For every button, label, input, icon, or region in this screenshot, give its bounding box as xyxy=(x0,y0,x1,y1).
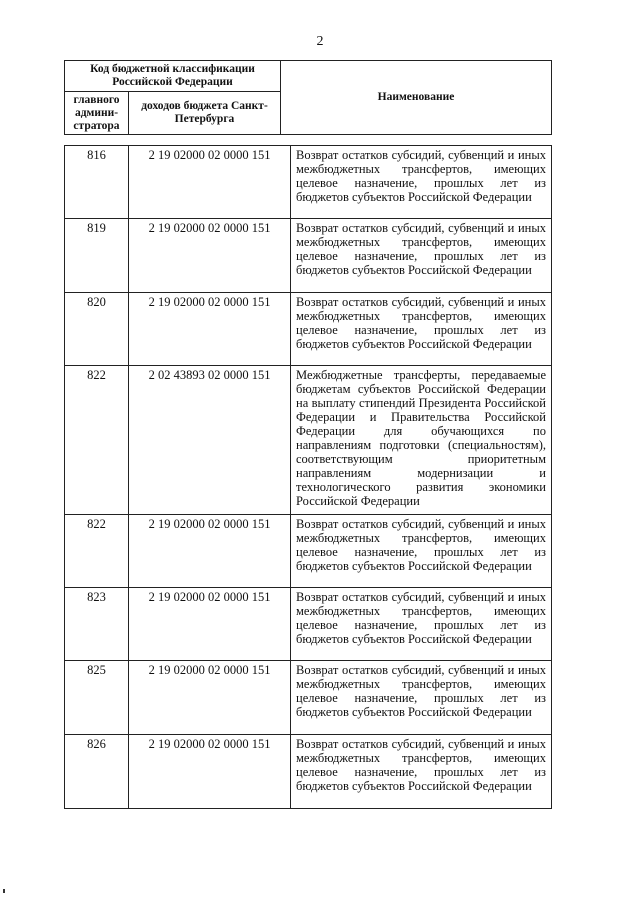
name-column-heading: Наименование xyxy=(281,61,552,135)
revenue-code-cell: 2 19 02000 02 0000 151 xyxy=(129,661,291,735)
name-cell: Возврат остатков субсидий, субвенций и иных межбюджетных трансфертов, имеющих целевое назначение, прошлых лет из бюджетов субъектов Российской Федерации xyxy=(291,293,552,366)
admin-code-cell: 826 xyxy=(65,735,129,809)
revenue-code-cell: 2 19 02000 02 0000 151 xyxy=(129,219,291,293)
admin-code-cell: 822 xyxy=(65,366,129,515)
revenue-code-cell: 2 02 43893 02 0000 151 xyxy=(129,366,291,515)
name-cell: Возврат остатков субсидий, субвенций и иных межбюджетных трансфертов, имеющих целевое назначение, прошлых лет из бюджетов субъектов Российской Федерации xyxy=(291,219,552,293)
admin-code-cell: 823 xyxy=(65,588,129,661)
admin-code-cell: 819 xyxy=(65,219,129,293)
name-cell: Возврат остатков субсидий, субвенций и иных межбюджетных трансфертов, имеющих целевое назначение, прошлых лет из бюджетов субъектов Российской Федерации xyxy=(291,588,552,661)
table-row xyxy=(65,661,552,735)
admin-code-cell: 816 xyxy=(65,146,129,219)
admin-code-cell: 825 xyxy=(65,661,129,735)
margin-mark xyxy=(3,889,5,893)
revenue-column-heading: доходов бюджета Санкт-Петербурга xyxy=(129,92,281,135)
revenue-code-cell: 2 19 02000 02 0000 151 xyxy=(129,735,291,809)
revenue-code-cell: 2 19 02000 02 0000 151 xyxy=(129,293,291,366)
page-number: 2 xyxy=(316,34,324,49)
revenue-code-cell: 2 19 02000 02 0000 151 xyxy=(129,146,291,219)
table-header xyxy=(64,60,552,135)
name-cell: Возврат остатков субсидий, субвенций и иных межбюджетных трансфертов, имеющих целевое назначение, прошлых лет из бюджетов субъектов Российской Федерации xyxy=(291,146,552,219)
name-cell: Межбюджетные трансферты, передаваемые бюджетам субъектов Российской Федерации на выплату стипендий Президента Российской Федерации и Правительства Российской Федерации для обучающихся по направлениям подготовки (специальностям), соответствующим приоритетным направлениям модернизации и технологического развития экономики Российской Федерации xyxy=(291,366,552,515)
admin-code-cell: 822 xyxy=(65,515,129,588)
table-row xyxy=(65,735,552,809)
table-row xyxy=(65,515,552,588)
table-row xyxy=(65,219,552,293)
budget-classification-group-heading: Код бюджетной классификации Российской Федерации xyxy=(65,61,281,92)
table-row xyxy=(65,588,552,661)
table-row xyxy=(65,146,552,219)
table-row xyxy=(65,293,552,366)
table-row xyxy=(65,366,552,515)
revenue-code-cell: 2 19 02000 02 0000 151 xyxy=(129,588,291,661)
admin-code-cell: 820 xyxy=(65,293,129,366)
revenue-table xyxy=(64,145,552,809)
name-cell: Возврат остатков субсидий, субвенций и иных межбюджетных трансфертов, имеющих целевое назначение, прошлых лет из бюджетов субъектов Российской Федерации xyxy=(291,735,552,809)
revenue-code-cell: 2 19 02000 02 0000 151 xyxy=(129,515,291,588)
name-cell: Возврат остатков субсидий, субвенций и иных межбюджетных трансфертов, имеющих целевое назначение, прошлых лет из бюджетов субъектов Российской Федерации xyxy=(291,661,552,735)
admin-column-heading: главного админи-стратора xyxy=(65,92,129,135)
name-cell: Возврат остатков субсидий, субвенций и иных межбюджетных трансфертов, имеющих целевое назначение, прошлых лет из бюджетов субъектов Российской Федерации xyxy=(291,515,552,588)
